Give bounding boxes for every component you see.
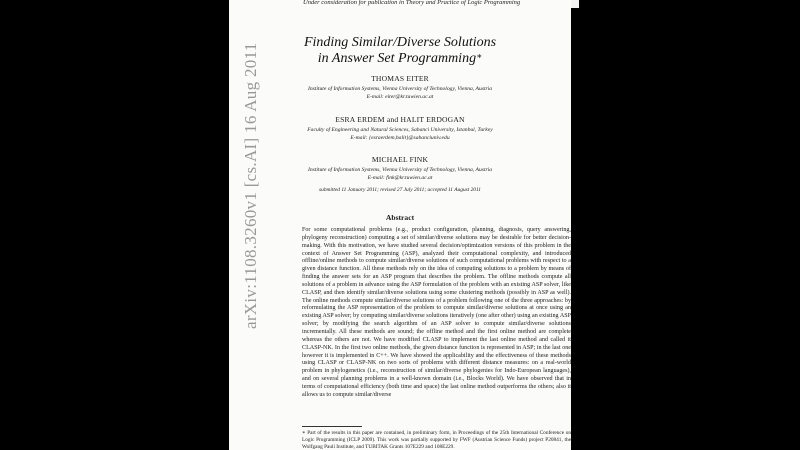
running-head: Under consideration for publication in Theory and Practice of Logic Programming [303, 0, 521, 6]
abstract-heading: Abstract [385, 213, 415, 222]
author-3-affiliation: Institute of Information Systems, Vienna University of Technology, Vienna, Austria [307, 167, 493, 173]
footnote-rule [302, 426, 362, 427]
paper-page [229, 0, 571, 450]
author-1-email: E-mail: eiter@kr.tuwien.ac.at [366, 94, 434, 100]
abstract-body: For some computational problems (e.g., product configuration, planning, diagnosis, query answering, phylogeny reconstruction) computing a set of similar/diverse solutions may be desirable for better decision-making. With this motivation, we have studied several decision/optimization versions of this problem in the context of Answer Set Programming (ASP), analyzed their computational complexity, and introduced offline/online methods to compute similar/diverse solutions of such computational problems with respect to a given distance function. All these methods rely on the idea of computing solutions to a problem by means of finding the answer sets for an ASP program that describes the problem. The offline methods compute all solutions of a problem in advance using the ASP formulation of the problem with an existing ASP solver, like CLASP, and then identify similar/diverse solutions using some clustering methods (possibly in ASP as well). The online methods compute similar/diverse solutions of a problem following one of the three approaches: by reformulating the ASP representation of the problem to compute similar/diverse solutions at once using an existing ASP solver; by computing similar/diverse solutions iteratively (one after other) using an existing ASP solver; by modifying the search algorithm of an ASP solver to compute similar/diverse solutions incrementally. All these methods are sound; the offline method and the first online method are complete whereas the others are not. We have modified CLASP to implement the last online method and called it CLASP-NK. In the first two online methods, the given distance function is represented in ASP; in the last one however it is implemented in C++. We have showed the applicability and the effectiveness of these methods using CLASP or CLASP-NK on two sorts of problems with different distance measures: on a real-world problem in phylogenetics (i.e., reconstruction of similar/diverse phylogenies for Indo-European languages), and on several planning problems in a well-known domain (i.e., Blocks World). We have observed that in terms of computational efficiency (both time and space) the last online method outperforms the others; also it allows us to compute similar/diverse [302, 227, 571, 398]
author-1-name: THOMAS EITER [371, 74, 429, 83]
paper-title-line2 [229, 51, 571, 67]
author-2-affiliation: Faculty of Engineering and Natural Sciences, Sabanci University, Istanbul, Turkey [307, 127, 493, 133]
paper-title-line1: Finding Similar/Diverse Solutions [303, 35, 497, 50]
page-edge-marker [571, 0, 579, 8]
author-3-email: E-mail: fink@kr.tuwien.ac.at [367, 175, 433, 181]
author-3-name: MICHAEL FINK [371, 155, 429, 164]
author-1-affiliation: Institute of Information Systems, Vienna University of Technology, Vienna, Austria [307, 86, 493, 92]
title-footnote-mark: ∗ [476, 51, 483, 61]
submission-dates: submitted 11 January 2011; revised 27 July 2011; accepted 11 August 2011 [319, 187, 481, 193]
author-2-name: ESRA ERDEM and HALIT ERDOGAN [335, 115, 465, 124]
arxiv-stamp: arXiv:1108.3260v1 [cs.AI] 16 Aug 2011 [241, 42, 260, 329]
title-line2-text: in Answer Set Programming [317, 51, 477, 66]
footnote: ∗ Part of the results in this paper are contained, in preliminary form, in Proceedings of the 25th International Conference on Logic Programming (ICLP 2009). This work was partially supported by FWF (Austrian Science Funds) project P20841, the Wolfgang Pauli Institute, and TUBITAK Grants 107E229 and 108E229. [302, 430, 571, 450]
author-2-email: E-mail: {esraerdem,halit}@sabanciuniv.edu [350, 135, 450, 141]
